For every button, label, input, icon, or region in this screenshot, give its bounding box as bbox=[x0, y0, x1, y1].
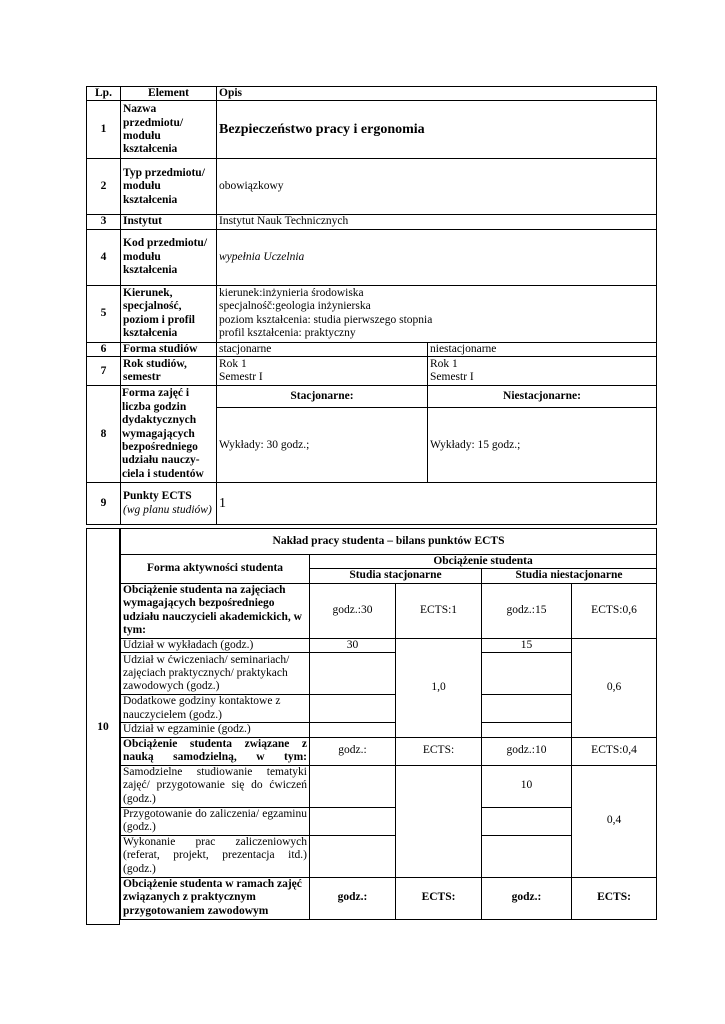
table-row bbox=[87, 101, 657, 159]
table-header-row bbox=[87, 87, 657, 101]
row-label: Forma studiów bbox=[121, 342, 217, 356]
row-label bbox=[121, 483, 217, 525]
hours-stationary bbox=[310, 723, 396, 737]
row-number: 7 bbox=[87, 357, 121, 386]
ects-extramural: 0,4 bbox=[572, 765, 657, 877]
row-label: Nazwa przedmiotu/ modułu kształcenia bbox=[121, 101, 217, 159]
classes-extramural-value: Wykłady: 15 godz.; bbox=[428, 408, 657, 483]
hours-stationary bbox=[310, 765, 396, 807]
table-row bbox=[121, 583, 657, 638]
activity-label: Obciążenie studenta w ramach zajęć związanych z praktycznym przygotowaniem zawodowym bbox=[121, 877, 310, 919]
table-row bbox=[87, 215, 657, 229]
table-row bbox=[87, 386, 657, 408]
header-opis: Opis bbox=[217, 87, 657, 101]
ects-extramural: ECTS:0,4 bbox=[572, 737, 657, 765]
specialization: specjalnośč:geologia inżynierska bbox=[219, 300, 371, 313]
activity-label: Obciążenie studenta na zajęciach wymagających bezpośredniego udziału nauczycieli akademickich, w tym: bbox=[121, 583, 310, 638]
hours-stationary bbox=[310, 695, 396, 723]
ects-stationary: ECTS:1 bbox=[396, 583, 482, 638]
row-number: 3 bbox=[87, 215, 121, 229]
table-row bbox=[87, 357, 657, 386]
semester: Semestr I bbox=[430, 371, 474, 384]
activity-label: Dodatkowe godziny kontaktowe z nauczycielem (godz.) bbox=[121, 695, 310, 723]
hours-extramural: godz.:10 bbox=[482, 737, 572, 765]
hours-extramural bbox=[482, 723, 572, 737]
classes-stationary-value: Wykłady: 30 godz.; bbox=[217, 408, 428, 483]
ects-note: (wg planu studiów) bbox=[123, 503, 212, 516]
course-name: Bezpieczeństwo pracy i ergonomia bbox=[217, 101, 657, 159]
ects-stationary: ECTS: bbox=[396, 877, 482, 919]
table-row bbox=[87, 159, 657, 215]
activity-label: Udział w wykładach (godz.) bbox=[121, 638, 310, 652]
row-label: Instytut bbox=[121, 215, 217, 229]
activity-label: Wykonanie prac zaliczeniowych (referat, projekt, prezentacja itd.) (godz.) bbox=[121, 835, 310, 877]
row-number: 6 bbox=[87, 342, 121, 356]
ects-balance-table bbox=[120, 528, 657, 920]
activity-label: Obciążenie studenta związane z nauką samodzielną, w tym: bbox=[121, 737, 310, 765]
hours-extramural: godz.:15 bbox=[482, 583, 572, 638]
table-row bbox=[121, 877, 657, 919]
row-label: Rok studiów, semestr bbox=[121, 357, 217, 386]
ects-extramural: ECTS: bbox=[572, 877, 657, 919]
row-label: Typ przedmiotu/ modułu kształcenia bbox=[121, 159, 217, 215]
program-details bbox=[217, 285, 657, 342]
classes-stationary-header: Stacjonarne: bbox=[217, 386, 428, 408]
hours-extramural bbox=[482, 695, 572, 723]
table-row bbox=[121, 737, 657, 765]
table-row bbox=[87, 229, 657, 285]
extramural-header: Studia niestacjonarne bbox=[482, 569, 657, 583]
course-type: obowiązkowy bbox=[217, 159, 657, 215]
level-of-study: poziom kształcenia: studia pierwszego stopnia bbox=[219, 313, 433, 326]
row-label: Kierunek, specjalność, poziom i profil kształcenia bbox=[121, 285, 217, 342]
ects-points: 1 bbox=[217, 483, 657, 525]
year-semester-stationary bbox=[217, 357, 428, 386]
study-form-stationary: stacjonarne bbox=[217, 342, 428, 356]
hours-stationary bbox=[310, 807, 396, 835]
year: Rok 1 bbox=[430, 357, 458, 370]
ects-stationary bbox=[396, 765, 482, 877]
header-element: Element bbox=[121, 87, 217, 101]
table-row bbox=[87, 285, 657, 342]
ects-extramural: 0,6 bbox=[572, 638, 657, 737]
course-code: wypełnia Uczelnia bbox=[217, 229, 657, 285]
row-number: 9 bbox=[87, 483, 121, 525]
ects-extramural: ECTS:0,6 bbox=[572, 583, 657, 638]
row-number: 1 bbox=[87, 101, 121, 159]
row-number: 8 bbox=[87, 386, 121, 483]
row-number: 5 bbox=[87, 285, 121, 342]
workload-header: Obciążenie studenta bbox=[310, 555, 657, 569]
activity-label: Udział w ćwiczeniach/ seminariach/ zajęciach praktycznych/ praktykach zawodowych (godz.) bbox=[121, 653, 310, 695]
hours-extramural: godz.: bbox=[482, 877, 572, 919]
classes-extramural-header: Niestacjonarne: bbox=[428, 386, 657, 408]
institute: Instytut Nauk Technicznych bbox=[217, 215, 657, 229]
hours-extramural bbox=[482, 653, 572, 695]
row-label: Forma zajęć i liczba godzin dydaktycznych wymagających bezpośredniego udziału nauczy-ciela i studentów bbox=[121, 386, 217, 483]
hours-stationary: godz.: bbox=[310, 737, 396, 765]
row-number: 10 bbox=[86, 528, 120, 925]
hours-stationary bbox=[310, 835, 396, 877]
table-row bbox=[87, 483, 657, 525]
table-row bbox=[121, 638, 657, 652]
ects-label: Punkty ECTS bbox=[123, 490, 192, 503]
hours-extramural bbox=[482, 807, 572, 835]
table-row bbox=[87, 342, 657, 356]
hours-stationary: godz.: bbox=[310, 877, 396, 919]
activity-label: Udział w egzaminie (godz.) bbox=[121, 723, 310, 737]
hours-extramural bbox=[482, 835, 572, 877]
activity-form-header: Forma aktywności studenta bbox=[121, 555, 310, 584]
year-semester-extramural bbox=[428, 357, 657, 386]
hours-extramural: 15 bbox=[482, 638, 572, 652]
hours-stationary: godz.:30 bbox=[310, 583, 396, 638]
hours-extramural: 10 bbox=[482, 765, 572, 807]
activity-label: Przygotowanie do zaliczenia/ egzaminu (godz.) bbox=[121, 807, 310, 835]
study-form-extramural: niestacjonarne bbox=[428, 342, 657, 356]
hours-stationary: 30 bbox=[310, 638, 396, 652]
hours-stationary bbox=[310, 653, 396, 695]
row-label: Kod przedmiotu/ modułu kształcenia bbox=[121, 229, 217, 285]
year: Rok 1 bbox=[219, 357, 247, 370]
ects-stationary: ECTS: bbox=[396, 737, 482, 765]
profile: profil kształcenia: praktyczny bbox=[219, 327, 356, 340]
row-number: 2 bbox=[87, 159, 121, 215]
stationary-header: Studia stacjonarne bbox=[310, 569, 482, 583]
course-info-table bbox=[86, 86, 657, 525]
ects-stationary: 1,0 bbox=[396, 638, 482, 737]
ects-balance-title: Nakład pracy studenta – bilans punktów ECTS bbox=[121, 529, 657, 555]
table-row bbox=[121, 765, 657, 807]
activity-label: Samodzielne studiowanie tematyki zajęć/ przygotowanie się do ćwiczeń (godz.) bbox=[121, 765, 310, 807]
field-of-study: kierunek:inżynieria środowiska bbox=[219, 287, 364, 299]
header-lp: Lp. bbox=[87, 87, 121, 101]
row-number: 4 bbox=[87, 229, 121, 285]
semester: Semestr I bbox=[219, 371, 263, 384]
